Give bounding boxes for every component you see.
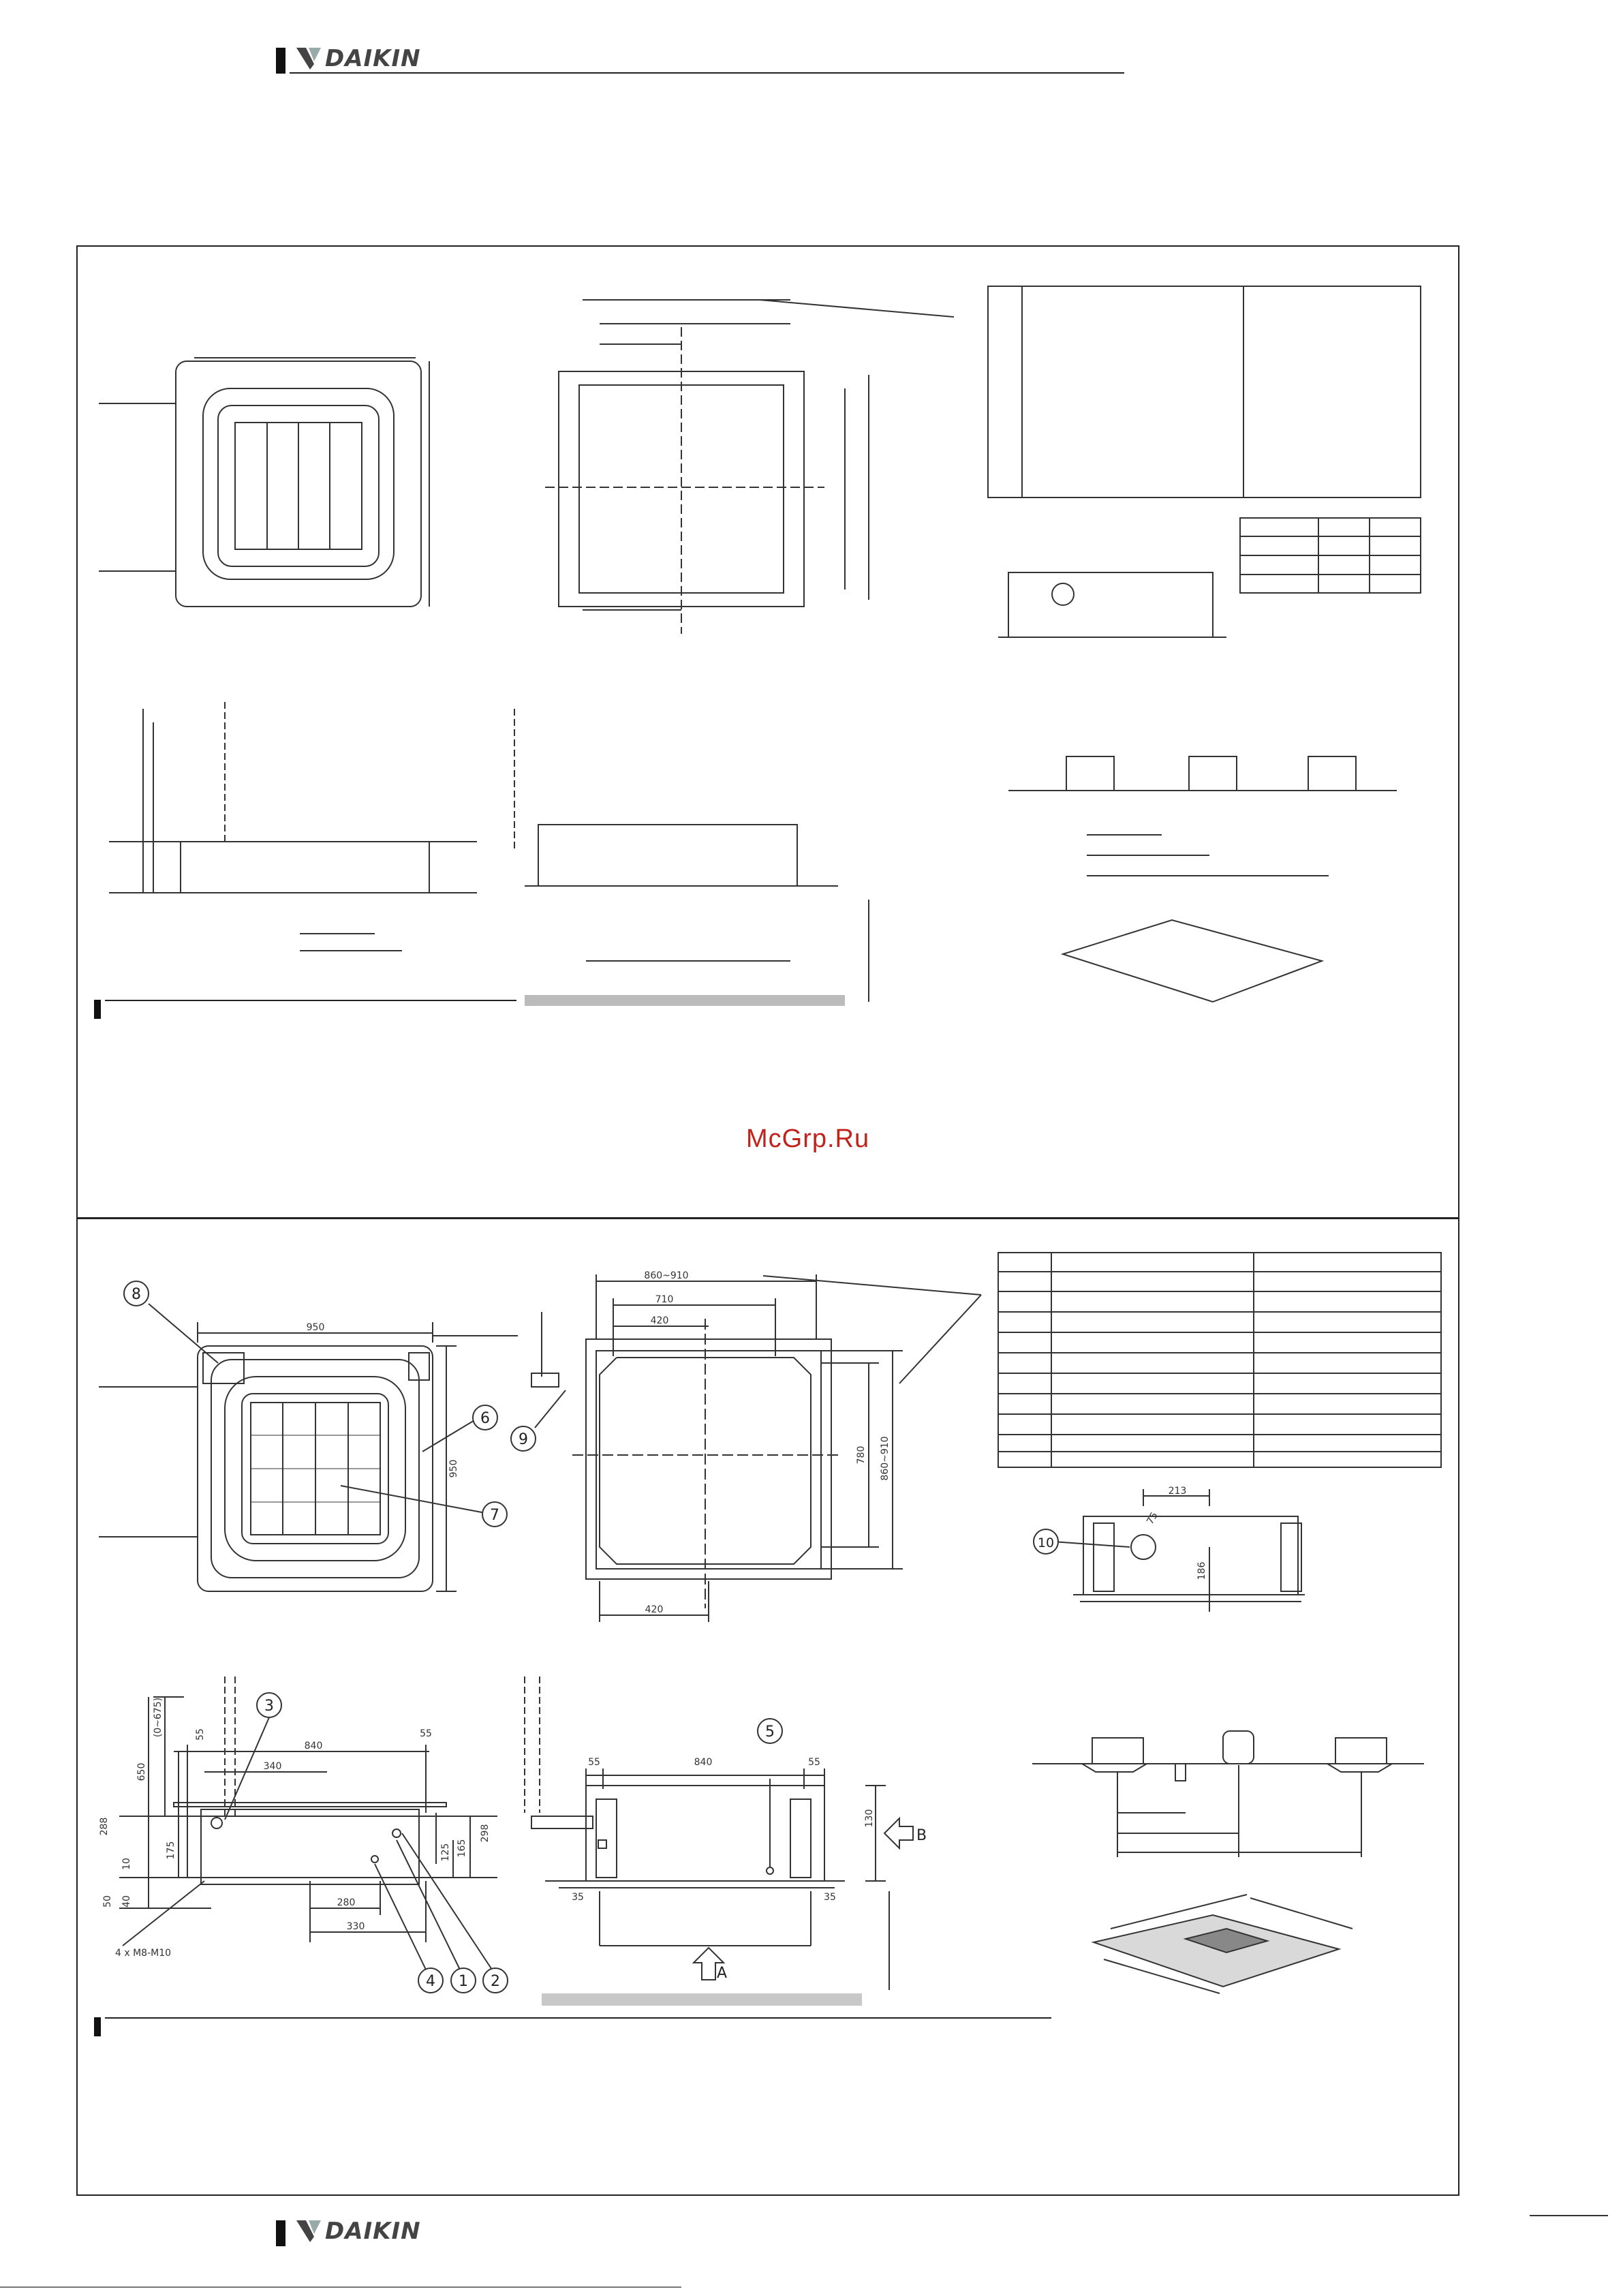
dim-side-298: 298 <box>480 1824 491 1843</box>
view-b-arrow <box>884 1818 913 1848</box>
ceiling-layout <box>1032 1731 1424 1857</box>
dim-ceiling-vertical: 780 <box>856 1445 867 1465</box>
header-brand: DAIKIN <box>325 45 421 72</box>
dim-ceiling-half-bottom: 420 <box>645 1604 664 1615</box>
view-a-label: A <box>717 1965 728 1982</box>
view-b-label: B <box>916 1827 927 1844</box>
dim-ceiling-inner: 710 <box>655 1294 674 1305</box>
footer-daikin-logo <box>296 2218 421 2245</box>
page-corner-rule <box>1530 2215 1608 2216</box>
daikin-logo <box>296 45 421 72</box>
front-view <box>525 1677 889 1990</box>
dim-side-total: 288 <box>99 1817 110 1836</box>
dim-side-175: 175 <box>166 1841 176 1860</box>
header-mark <box>276 48 285 74</box>
dim-side-165: 165 <box>457 1839 467 1858</box>
dim-front-130: 130 <box>864 1809 875 1828</box>
isometric-layout <box>1094 1895 1352 1993</box>
callout-5-label: 5 <box>765 1724 775 1741</box>
callout-2-label: 2 <box>491 1973 500 1990</box>
upper-section-bar <box>94 1000 516 1019</box>
callout-4-label: 4 <box>426 1973 435 1990</box>
lower-drawing <box>76 1219 1459 2194</box>
upper-section-mark <box>94 1000 101 1019</box>
dim-detail-213: 213 <box>1168 1486 1187 1497</box>
dim-side-drop: (0~675) <box>153 1697 164 1738</box>
dim-side-height: 650 <box>136 1762 147 1781</box>
header-logo-bar <box>276 42 1124 74</box>
dim-front-left: 55 <box>588 1757 600 1768</box>
dim-side-left-offset: 55 <box>195 1728 206 1741</box>
callout-7-label: 7 <box>490 1507 499 1524</box>
dim-side-125: 125 <box>440 1843 451 1862</box>
dim-side-10: 10 <box>121 1858 132 1870</box>
dim-side-bolts: 4 x M8-M10 <box>114 1948 172 1959</box>
callout-8-label: 8 <box>132 1286 141 1303</box>
floor-hatch <box>542 1993 862 2006</box>
callout-1-label: 1 <box>459 1973 468 1990</box>
dim-side-right-offset: 55 <box>420 1728 432 1739</box>
footer-logo-bar <box>276 2215 1124 2246</box>
detail-view <box>1053 1489 1305 1612</box>
dim-front-left35: 35 <box>572 1892 584 1903</box>
dim-side-pipe-offset: 340 <box>263 1761 282 1772</box>
header-rule <box>290 72 1124 74</box>
dim-top-height: 950 <box>448 1459 459 1478</box>
callout-10-label: 10 <box>1037 1535 1055 1550</box>
footer-brand: DAIKIN <box>325 2218 421 2245</box>
dim-side-330: 330 <box>346 1921 365 1932</box>
dim-detail-186: 186 <box>1196 1561 1207 1580</box>
top-view <box>99 1304 518 1591</box>
dim-detail-75: 75 <box>1145 1510 1160 1527</box>
watermark: McGrp.Ru <box>746 1124 870 1153</box>
dim-top-width: 950 <box>306 1322 325 1333</box>
bottom-edge-rule <box>0 2286 681 2288</box>
dim-ceiling-range: 860~910 <box>644 1270 689 1281</box>
spec-table <box>998 1253 1441 1467</box>
dim-side-body-width: 840 <box>304 1741 323 1751</box>
dim-side-280: 280 <box>337 1897 356 1908</box>
footer-mark <box>276 2220 285 2246</box>
upper-drawing <box>76 245 1459 1216</box>
ceiling-view <box>531 1274 981 1622</box>
daikin-logo-icon <box>296 48 321 70</box>
dim-front-width: 840 <box>694 1757 713 1768</box>
callout-6-label: 6 <box>480 1410 490 1427</box>
callout-3-label: 3 <box>264 1698 274 1715</box>
daikin-logo-icon <box>296 2220 321 2242</box>
side-view <box>119 1677 497 1970</box>
upper-section-rule <box>105 1000 516 1001</box>
lower-section-rule <box>105 2017 1051 2019</box>
dim-front-right35: 35 <box>824 1892 836 1903</box>
dim-side-50: 50 <box>102 1895 113 1908</box>
dim-side-40: 40 <box>121 1895 132 1908</box>
dim-ceiling-half: 420 <box>650 1315 669 1326</box>
dim-ceiling-vertical-range: 860~910 <box>880 1436 891 1481</box>
lower-section-mark <box>94 2017 101 2036</box>
dim-front-right: 55 <box>808 1757 820 1768</box>
callout-9-label: 9 <box>519 1431 528 1448</box>
lower-section-bar <box>94 2017 1051 2036</box>
